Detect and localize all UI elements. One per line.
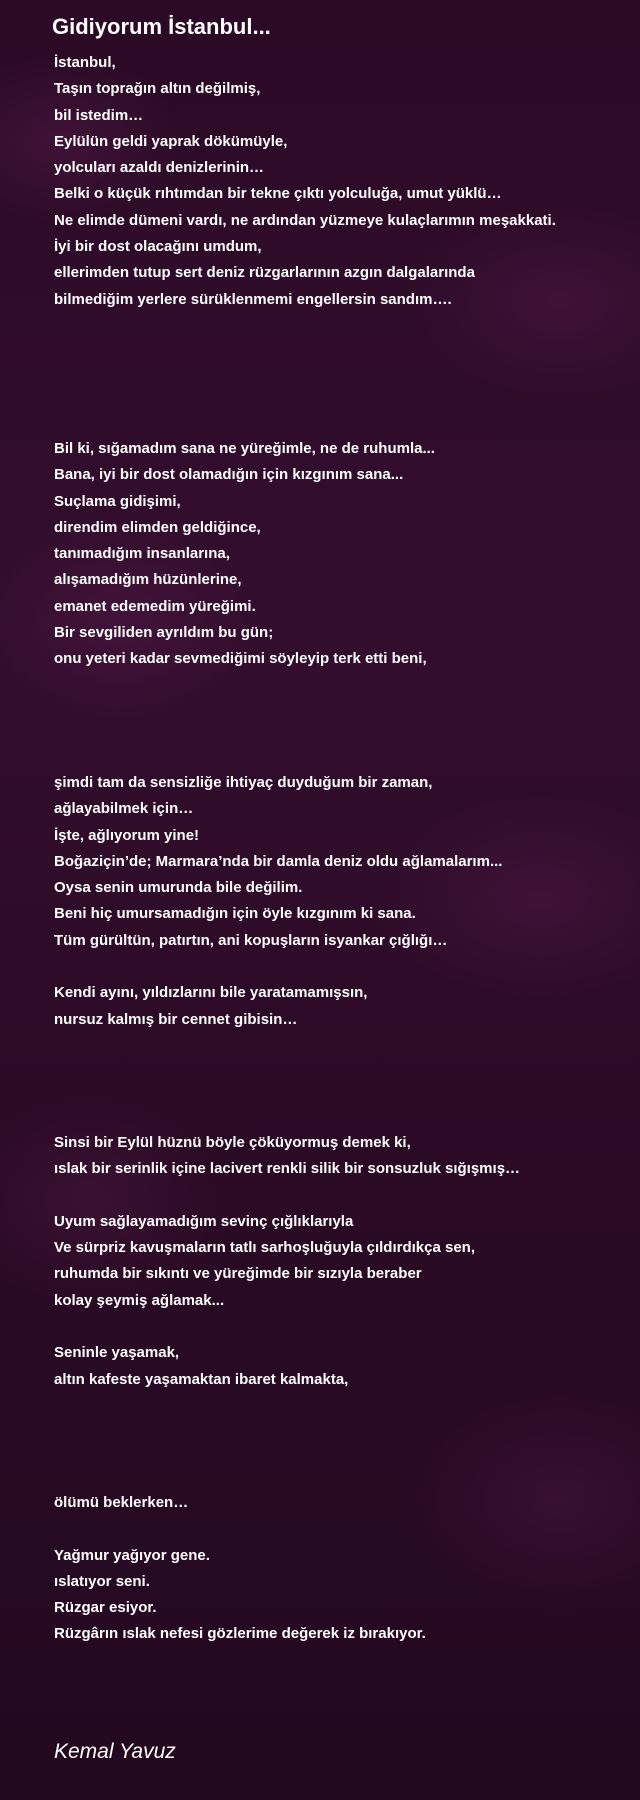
poem-line: İşte, ağlıyorum yine!	[54, 826, 200, 844]
poem-line: Rüzgârın ıslak nefesi gözlerime değerek iz bırakıyor.	[54, 1625, 426, 1643]
poem-line: Seninle yaşamak,	[54, 1344, 180, 1362]
author-name: Kemal Yavuz	[54, 1740, 176, 1763]
poem-line: Belki o küçük rıhtımdan bir tekne çıktı yolculuğa, umut yüklü…	[54, 185, 502, 203]
stanza-spacer	[54, 1314, 634, 1340]
poem-line: ölümü beklerken…	[54, 1494, 189, 1511]
poem-line: Ne elimde dümeni vardı, ne ardından yüzmeye kulaçlarımın meşakkati.	[54, 211, 556, 229]
stanza-spacer	[54, 954, 634, 980]
poem-line: Sinsi bir Eylül hüznü böyle çöküyormuş demek ki,	[54, 1134, 411, 1151]
poem-line: ellerimden tutup sert deniz rüzgarlarının azgın dalgalarında	[54, 264, 475, 282]
poem-line: ıslak bir serinlik içine lacivert renkli silik bir sonsuzluk sığışmış…	[54, 1160, 521, 1178]
poem-title: Gidiyorum İstanbul...	[52, 14, 271, 39]
poem-line: bilmediğim yerlere sürüklenmemi engellersin sandım….	[54, 290, 452, 308]
poem-line: Boğaziçin’de; Marmara’nda bir damla deniz oldu ağlamalarım...	[54, 852, 503, 870]
poem-line: Kendi ayını, yıldızlarını bile yaratamamışsın,	[54, 984, 368, 1002]
poem-line: Bil ki, sığamadım sana ne yüreğimle, ne de ruhumla...	[54, 440, 435, 457]
poem-line: yolcuları azaldı denizlerinin…	[54, 159, 265, 177]
stanza-spacer	[54, 1183, 634, 1209]
poem-line: ıslatıyor seni.	[54, 1572, 150, 1590]
stanza-4	[54, 1130, 634, 1393]
poem-line: altın kafeste yaşamaktan ibaret kalmakta,	[54, 1370, 349, 1388]
stanza-1	[54, 50, 634, 313]
poem-line: Taşın toprağın altın değilmiş,	[54, 80, 261, 98]
poem-line: kolay şeymiş ağlamak...	[54, 1291, 225, 1309]
poem-line: Rüzgar esiyor.	[54, 1599, 157, 1617]
poem-line: alışamadığım hüzünlerine,	[54, 571, 242, 589]
poem-line: ağlayabilmek için…	[54, 800, 194, 818]
stanza-2	[54, 436, 634, 673]
poem-line: şimdi tam da sensizliğe ihtiyaç duyduğum bir zaman,	[54, 774, 433, 791]
poem-line: Tüm gürültün, patırtın, ani kopuşların isyankar çığlığı…	[54, 931, 448, 949]
poem-line: emanet edemedim yüreğimi.	[54, 597, 256, 615]
poem-line: direndim elimden geldiğince,	[54, 518, 261, 536]
poem-line: Uyum sağlayamadığım sevinç çığlıklarıyla	[54, 1212, 354, 1230]
poem-line: bil istedim…	[54, 106, 144, 124]
poem-line: Bana, iyi bir dost olamadığın için kızgınım sana...	[54, 466, 404, 484]
poem-line: Beni hiç umursamadığın için öyle kızgınım ki sana.	[54, 905, 416, 923]
poem-line: Ve sürpriz kavuşmaların tatlı sarhoşluğuyla çıldırdıkça sen,	[54, 1239, 476, 1257]
poem-line: İyi bir dost olacağını umdum,	[54, 238, 262, 256]
poem-line: Suçlama gidişimi,	[54, 492, 181, 510]
poem-line: Yağmur yağıyor gene.	[54, 1546, 210, 1564]
poem-line: tanımadığım insanlarına,	[54, 545, 230, 563]
poem-line: Eylülün geldi yaprak dökümüyle,	[54, 132, 288, 150]
stanza-3	[54, 770, 634, 1033]
stanza-spacer	[54, 1516, 634, 1542]
poem-line: onu yeteri kadar sevmediğimi söyleyip terk etti beni,	[54, 650, 427, 668]
poem-line: Bir sevgiliden ayrıldım bu gün;	[54, 624, 274, 642]
poem-line: ruhumda bir sıkıntı ve yüreğimde bir sızıyla beraber	[54, 1265, 422, 1283]
poem-line: Oysa senin umurunda bile değilim.	[54, 879, 303, 897]
poem-line: nursuz kalmış bir cennet gibisin…	[54, 1010, 298, 1028]
poem-line: İstanbul,	[54, 54, 116, 71]
stanza-5	[54, 1490, 634, 1648]
